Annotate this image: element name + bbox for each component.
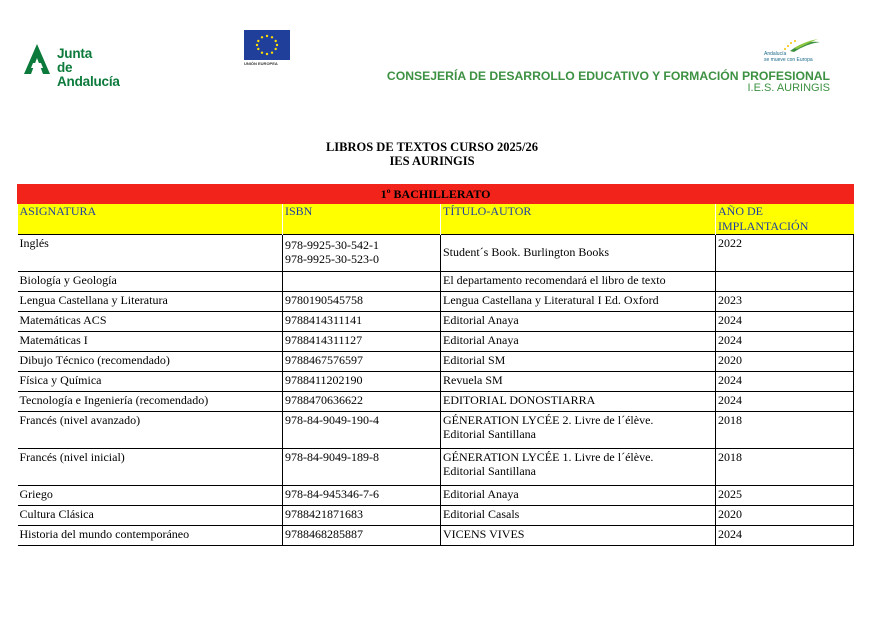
cell-year <box>716 235 854 272</box>
table-row <box>18 352 854 372</box>
cell-subject <box>18 352 283 372</box>
cell-isbn <box>283 372 441 392</box>
cell-title-author <box>441 392 716 412</box>
cell-subject-text: Matemáticas I <box>19 333 88 347</box>
document-title <box>0 140 864 168</box>
cell-title-author-text: El departamento recomendará el libro de texto <box>443 273 666 287</box>
table-row <box>18 372 854 392</box>
cell-isbn-text: 9788470636622 <box>285 393 363 407</box>
table-row <box>18 332 854 352</box>
table-row <box>18 235 854 272</box>
cell-isbn <box>283 526 441 546</box>
cell-title-author-text: Editorial Santillana <box>443 427 536 441</box>
cell-year-text: 2022 <box>718 236 742 250</box>
header-row <box>18 204 854 235</box>
table-row <box>18 506 854 526</box>
cell-subject-text: Francés (nivel inicial) <box>19 450 125 464</box>
cell-subject-text: Griego <box>19 487 53 501</box>
cell-isbn-text: 9780190545758 <box>285 293 363 307</box>
cell-subject-text: Francés (nivel avanzado) <box>19 413 141 427</box>
cell-year-text: 2020 <box>718 353 742 367</box>
textbook-table-wrapper <box>17 184 853 546</box>
cell-title-author <box>441 412 716 449</box>
consejeria-title: CONSEJERÍA DE DESARROLLO EDUCATIVO Y FORMACIÓN PROFESIONAL <box>386 69 830 83</box>
cell-year-text: 2024 <box>718 527 742 541</box>
table-row <box>18 292 854 312</box>
cell-isbn <box>283 412 441 449</box>
cell-title-author-text: Editorial Anaya <box>443 487 519 501</box>
cell-title-author <box>441 272 716 292</box>
cell-title-author <box>441 506 716 526</box>
cell-isbn <box>283 352 441 372</box>
cell-subject <box>18 392 283 412</box>
cell-title-author <box>441 292 716 312</box>
cell-subject-text: Lengua Castellana y Literatura <box>19 293 168 307</box>
eu-flag-icon <box>244 30 290 60</box>
junta-logo-line2: de Andalucía <box>57 60 120 89</box>
school-name: I.E.S. AURINGIS <box>747 82 830 94</box>
cell-year <box>716 332 854 352</box>
cell-subject <box>18 526 283 546</box>
document-title-line1: LIBROS DE TEXTOS CURSO 2025/26 <box>325 140 539 154</box>
cell-year <box>716 352 854 372</box>
document-title-line2: IES AURINGIS <box>389 154 475 168</box>
cell-title-author-text: Editorial Anaya <box>443 333 519 347</box>
cell-title-author <box>441 526 716 546</box>
level-row <box>18 185 854 204</box>
cell-year-text: 2024 <box>718 313 742 327</box>
cell-title-author-text: EDITORIAL DONOSTIARRA <box>443 393 596 407</box>
cell-isbn-text: 9788414311127 <box>285 333 363 347</box>
cell-year <box>716 312 854 332</box>
cell-title-author-text: VICENS VIVES <box>443 527 525 541</box>
cell-title-author-text: Editorial Anaya <box>443 313 519 327</box>
cell-isbn-text: 9788411202190 <box>285 373 363 387</box>
cell-isbn-text: 978-84-9049-189-8 <box>285 450 379 464</box>
cell-year <box>716 506 854 526</box>
cell-subject <box>18 486 283 506</box>
cell-isbn-text: 978-9925-30-542-1 <box>285 238 379 252</box>
cell-subject-text: Dibujo Técnico (recomendado) <box>19 353 170 367</box>
cell-subject <box>18 449 283 486</box>
cell-title-author-text: Editorial SM <box>443 353 506 367</box>
junta-a-icon <box>22 44 52 76</box>
cell-subject <box>18 312 283 332</box>
andalucia-logo-line2: se mueve con Europa <box>764 56 813 63</box>
cell-isbn-text: 9788421871683 <box>285 507 363 521</box>
cell-year-text: 2023 <box>718 293 742 307</box>
junta-logo-line1: Junta <box>57 46 93 61</box>
cell-subject-text: Inglés <box>19 236 49 250</box>
cell-isbn-text: 978-9925-30-523-0 <box>285 252 379 266</box>
cell-title-author <box>441 372 716 392</box>
table-row <box>18 526 854 546</box>
cell-title-author <box>441 312 716 332</box>
textbook-table <box>17 184 854 546</box>
cell-year-text: 2020 <box>718 507 742 521</box>
cell-subject <box>18 235 283 272</box>
cell-year-text: 2024 <box>718 333 742 347</box>
cell-subject-text: Historia del mundo contemporáneo <box>19 527 190 541</box>
cell-title-author-text: Student´s Book. Burlington Books <box>443 245 610 259</box>
cell-isbn-text: 9788468285887 <box>285 527 363 541</box>
cell-subject <box>18 332 283 352</box>
header-isbn: ISBN <box>283 204 441 235</box>
cell-year <box>716 272 854 292</box>
cell-isbn-text: 978-84-945346-7-6 <box>285 487 379 501</box>
cell-year <box>716 486 854 506</box>
cell-isbn-text: 9788414311141 <box>285 313 363 327</box>
cell-isbn <box>283 312 441 332</box>
cell-year-text: 2025 <box>718 487 742 501</box>
header-subject: ASIGNATURA <box>18 204 283 235</box>
cell-title-author-text: Lengua Castellana y Literatural I Ed. Oxford <box>443 293 659 307</box>
table-row <box>18 312 854 332</box>
cell-subject <box>18 272 283 292</box>
cell-title-author <box>441 235 716 272</box>
header-year: AÑO DE IMPLANTACIÓN <box>716 204 854 235</box>
cell-year-text: 2018 <box>718 413 742 427</box>
cell-year <box>716 412 854 449</box>
cell-subject <box>18 292 283 312</box>
table-row <box>18 486 854 506</box>
andalucia-europa-logo <box>764 38 824 66</box>
cell-year <box>716 292 854 312</box>
cell-isbn <box>283 392 441 412</box>
cell-subject-text: Biología y Geología <box>19 273 117 287</box>
table-row <box>18 272 854 292</box>
cell-year <box>716 392 854 412</box>
cell-isbn <box>283 292 441 312</box>
table-row <box>18 412 854 449</box>
cell-subject-text: Cultura Clásica <box>19 507 94 521</box>
cell-year-text: 2024 <box>718 393 742 407</box>
cell-title-author <box>441 486 716 506</box>
cell-year <box>716 449 854 486</box>
cell-subject <box>18 412 283 449</box>
cell-year-text: 2018 <box>718 450 742 464</box>
cell-title-author-text: GÉNERATION LYCÉE 1. Livre de l´élève. <box>443 450 654 464</box>
cell-subject-text: Tecnología e Ingeniería (recomendado) <box>19 393 209 407</box>
cell-isbn <box>283 332 441 352</box>
cell-title-author <box>441 449 716 486</box>
header-title-author: TÍTULO-AUTOR <box>441 204 716 235</box>
eu-logo <box>244 30 292 66</box>
table-row <box>18 449 854 486</box>
cell-subject <box>18 506 283 526</box>
cell-year <box>716 372 854 392</box>
cell-title-author-text: Editorial Casals <box>443 507 520 521</box>
table-row <box>18 392 854 412</box>
cell-isbn-text: 978-84-9049-190-4 <box>285 413 379 427</box>
cell-isbn-text: 9788467576597 <box>285 353 363 367</box>
page-header <box>0 0 889 110</box>
andalucia-logo-line1: Andalucía <box>764 51 787 57</box>
eu-caption: UNIÓN EUROPEA <box>244 61 278 66</box>
cell-isbn <box>283 506 441 526</box>
junta-de-andalucia-logo <box>22 44 134 89</box>
cell-title-author-text: Editorial Santillana <box>443 464 536 478</box>
cell-title-author-text: GÉNERATION LYCÉE 2. Livre de l´élève. <box>443 413 654 427</box>
cell-isbn <box>283 235 441 272</box>
cell-year-text: 2024 <box>718 373 742 387</box>
cell-subject-text: Física y Química <box>19 373 102 387</box>
cell-subject <box>18 372 283 392</box>
cell-isbn <box>283 449 441 486</box>
cell-title-author <box>441 332 716 352</box>
cell-isbn <box>283 272 441 292</box>
cell-title-author-text: Revuela SM <box>443 373 503 387</box>
cell-subject-text: Matemáticas ACS <box>19 313 107 327</box>
cell-title-author <box>441 352 716 372</box>
level-cell: 1º BACHILLERATO <box>18 185 854 204</box>
cell-isbn <box>283 486 441 506</box>
cell-year <box>716 526 854 546</box>
